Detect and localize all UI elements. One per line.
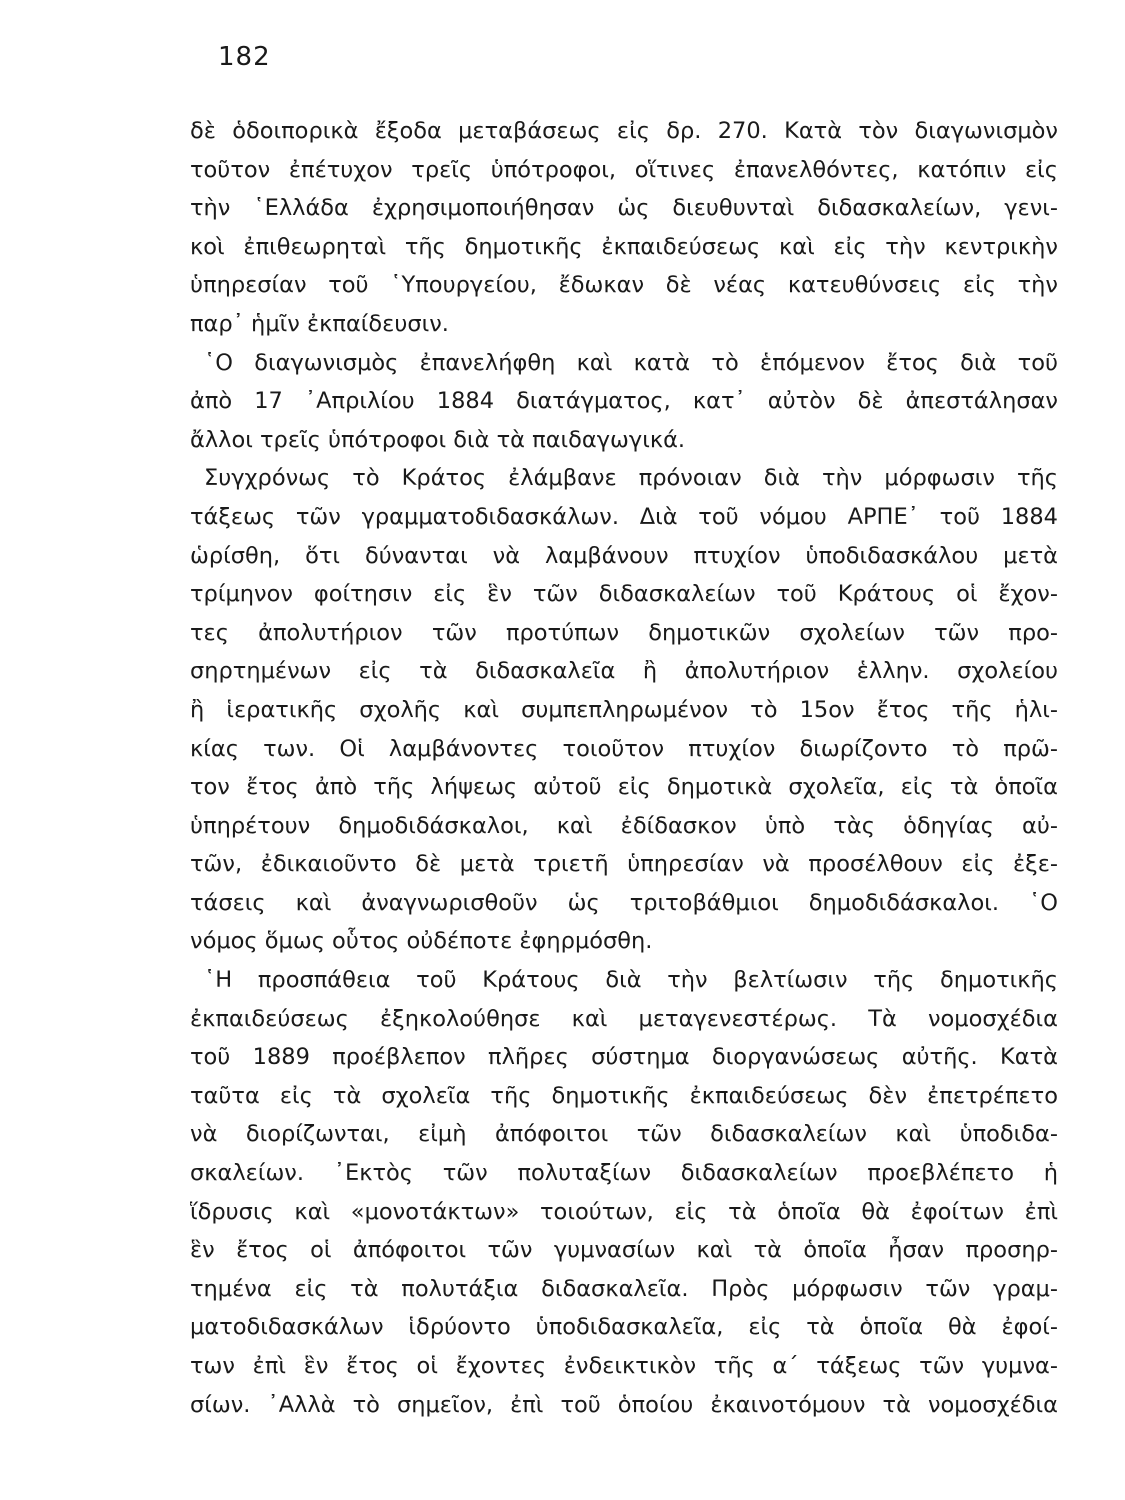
text-line: ῾Η προσπάθεια τοῦ Κράτους διὰ τὴν βελτίωσιν τῆς δημοτικῆς	[204, 967, 1058, 994]
body-text	[190, 112, 1058, 1424]
text-line: ὡρίσθη, ὅτι δύνανται νὰ λαμβάνουν πτυχίον ὑποδιδασκάλου μετὰ	[190, 542, 1058, 569]
text-line: Συγχρόνως τὸ Κράτος ἐλάμβανε πρόνοιαν διὰ τὴν μόρφωσιν τῆς	[204, 465, 1058, 492]
text-line: τον ἔτος ἀπὸ τῆς λήψεως αὐτοῦ εἰς δημοτικὰ σχολεῖα, εἰς τὰ ὁποῖα	[190, 774, 1058, 801]
text-line: σηρτημένων εἰς τὰ διδασκαλεῖα ἢ ἀπολυτήριον ἑλλην. σχολείου	[190, 658, 1058, 685]
text-line: ματοδιδασκάλων ἱδρύοντο ὑποδιδασκαλεῖα, εἰς τὰ ὁποῖα θὰ ἐφοί-	[190, 1314, 1058, 1341]
text-line: ἵδρυσις καὶ «μονοτάκτων» τοιούτων, εἰς τὰ ὁποῖα θὰ ἐφοίτων ἐπὶ	[190, 1198, 1058, 1225]
text-line: τὴν ῾Ελλάδα ἐχρησιμοποιήθησαν ὡς διευθυνταὶ διδασκαλείων, γενι-	[190, 195, 1058, 222]
text-line: ῾Ο διαγωνισμὸς ἐπανελήφθη καὶ κατὰ τὸ ἑπόμενον ἔτος διὰ τοῦ	[204, 349, 1058, 376]
text-line: τημένα εἰς τὰ πολυτάξια διδασκαλεῖα. Πρὸς μόρφωσιν τῶν γραμ-	[190, 1275, 1058, 1302]
text-line: τῶν, ἐδικαιοῦντο δὲ μετὰ τριετῆ ὑπηρεσίαν νὰ προσέλθουν εἰς ἐξε-	[190, 851, 1058, 878]
text-line: παρ᾽ ἡμῖν ἐκπαίδευσιν.	[190, 310, 449, 337]
text-line: τοῦ 1889 προέβλεπον πλῆρες σύστημα διοργανώσεως αὐτῆς. Κατὰ	[190, 1044, 1058, 1071]
text-line: ἄλλοι τρεῖς ὑπότροφοι διὰ τὰ παιδαγωγικά.	[190, 426, 686, 453]
text-line: τρίμηνον φοίτησιν εἰς ἓν τῶν διδασκαλείων τοῦ Κράτους οἱ ἔχον-	[190, 581, 1058, 608]
text-line: νὰ διορίζωνται, εἰμὴ ἀπόφοιτοι τῶν διδασκαλείων καὶ ὑποδιδα-	[190, 1121, 1058, 1148]
text-line: ὑπηρεσίαν τοῦ ῾Υπουργείου, ἔδωκαν δὲ νέας κατευθύνσεις εἰς τὴν	[190, 272, 1058, 299]
text-line: τοῦτον ἐπέτυχον τρεῖς ὑπότροφοι, οἵτινες ἐπανελθόντες, κατόπιν εἰς	[190, 156, 1058, 183]
text-line: ἐκπαιδεύσεως ἐξηκολούθησε καὶ μεταγενεστέρως. Τὰ νομοσχέδια	[190, 1005, 1058, 1032]
text-line: δὲ ὁδοιπορικὰ ἔξοδα μεταβάσεως εἰς δρ. 270. Κατὰ τὸν διαγωνισμὸν	[190, 118, 1058, 144]
text-line: ἢ ἱερατικῆς σχολῆς καὶ συμπεπληρωμένον τὸ 15ον ἔτος τῆς ἡλι-	[190, 696, 1058, 723]
text-line: κοὶ ἐπιθεωρηταὶ τῆς δημοτικῆς ἐκπαιδεύσεως καὶ εἰς τὴν κεντρικὴν	[190, 233, 1058, 260]
text-line: ὑπηρέτουν δημοδιδάσκαλοι, καὶ ἐδίδασκον ὑπὸ τὰς ὁδηγίας αὐ-	[190, 812, 1058, 839]
text-line: ταῦτα εἰς τὰ σχολεῖα τῆς δημοτικῆς ἐκπαιδεύσεως δὲν ἐπετρέπετο	[190, 1082, 1058, 1109]
page-number: 182	[218, 42, 271, 72]
text-line: ἓν ἔτος οἱ ἀπόφοιτοι τῶν γυμνασίων καὶ τὰ ὁποῖα ἦσαν προσηρ-	[190, 1237, 1058, 1264]
text-line: νόμος ὅμως οὗτος οὐδέποτε ἐφηρμόσθη.	[190, 928, 653, 955]
text-line: των ἐπὶ ἓν ἔτος οἱ ἔχοντες ἐνδεικτικὸν τῆς α΄ τάξεως τῶν γυμνα-	[190, 1353, 1058, 1379]
text-line: σίων. ᾽Αλλὰ τὸ σημεῖον, ἐπὶ τοῦ ὁποίου ἐκαινοτόμουν τὰ νομοσχέδια	[190, 1391, 1058, 1418]
text-line: τες ἀπολυτήριον τῶν προτύπων δημοτικῶν σχολείων τῶν προ-	[190, 619, 1058, 646]
text-line: τάσεις καὶ ἀναγνωρισθοῦν ὡς τριτοβάθμιοι δημοδιδάσκαλοι. ῾Ο	[190, 889, 1058, 916]
text-line: σκαλείων. ᾽Εκτὸς τῶν πολυταξίων διδασκαλείων προεβλέπετο ἡ	[190, 1160, 1058, 1187]
text-line: ἀπὸ 17 ᾽Απριλίου 1884 διατάγματος, κατ᾽ αὐτὸν δὲ ἀπεστάλησαν	[190, 388, 1058, 415]
text-line: τάξεως τῶν γραμματοδιδασκάλων. Διὰ τοῦ νόμου ΑΡΠΕ᾽ τοῦ 1884	[190, 503, 1058, 530]
text-line: κίας των. Οἱ λαμβάνοντες τοιοῦτον πτυχίον διωρίζοντο τὸ πρῶ-	[190, 735, 1058, 762]
